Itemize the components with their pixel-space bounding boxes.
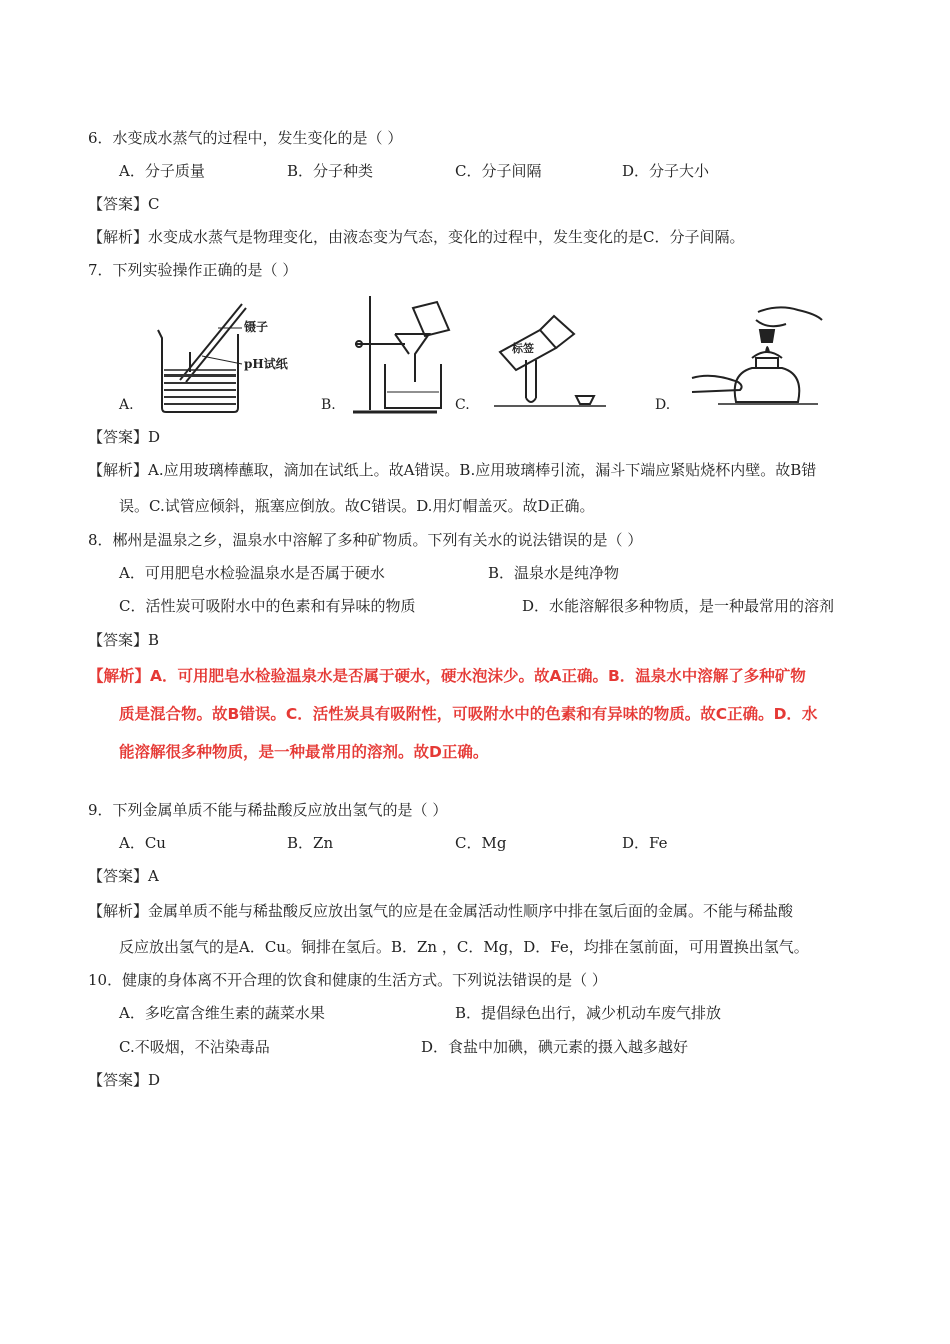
q8-analysis-line-2: 质是混合物。故B错误。C．活性炭具有吸附性，可吸附水中的色素和有异味的物质。故C正确。D．水 bbox=[119, 705, 818, 723]
q6-stem: 6．水变成水蒸气的过程中，发生变化的是（ ） bbox=[88, 129, 403, 147]
q8-option-a: A．可用肥皂水检验温泉水是否属于硬水 bbox=[119, 564, 385, 582]
q7-figure-a-tweezers-label: 镊子 bbox=[244, 320, 269, 334]
q7-figure-c-label-text: 标签 bbox=[512, 342, 534, 355]
q8-analysis-line-1: 【解析】A．可用肥皂水检验温泉水是否属于硬水，硬水泡沫少。故A正确。B．温泉水中溶解了多种矿物 bbox=[88, 667, 806, 685]
q6-analysis: 【解析】水变成水蒸气是物理变化，由液态变为气态，变化的过程中，发生变化的是C．分子间隔。 bbox=[88, 228, 745, 246]
q7-analysis-line-2: 误。C.试管应倾斜，瓶塞应倒放。故C错误。D.用灯帽盖灭。故D正确。 bbox=[119, 497, 595, 515]
q9-option-d: D．Fe bbox=[622, 834, 668, 852]
q8-analysis-line-3: 能溶解很多种物质，是一种最常用的溶剂。故D正确。 bbox=[119, 743, 489, 761]
q9-option-a: A．Cu bbox=[119, 834, 166, 852]
q10-option-a: A．多吃富含维生素的蔬菜水果 bbox=[119, 1004, 325, 1022]
q8-option-c: C．活性炭可吸附水中的色素和有异味的物质 bbox=[119, 597, 416, 615]
q6-option-d: D．分子大小 bbox=[622, 162, 710, 180]
q6-option-c: C．分子间隔 bbox=[455, 162, 542, 180]
q7-stem: 7．下列实验操作正确的是（ ） bbox=[88, 261, 298, 279]
q9-option-c: C．Mg bbox=[455, 834, 507, 852]
q7-figure-a-label: A. bbox=[119, 397, 134, 413]
q10-answer: 【答案】D bbox=[88, 1071, 161, 1089]
q8-answer: 【答案】B bbox=[88, 631, 160, 649]
q10-option-b: B．提倡绿色出行，减少机动车废气排放 bbox=[455, 1004, 722, 1022]
q7-figure-b-image bbox=[345, 292, 455, 417]
q10-option-d: D．食盐中加碘，碘元素的摄入越多越好 bbox=[421, 1038, 689, 1056]
q7-figure-d-image bbox=[688, 302, 828, 414]
q6-option-b: B．分子种类 bbox=[287, 162, 374, 180]
q7-figure-c-image bbox=[490, 308, 610, 413]
q6-option-a: A．分子质量 bbox=[119, 162, 205, 180]
q7-figure-a-ph-paper-label: pH试纸 bbox=[244, 357, 288, 371]
q10-option-c: C.不吸烟，不沾染毒品 bbox=[119, 1038, 270, 1056]
q7-figure-d-label: D. bbox=[655, 397, 671, 413]
q6-answer: 【答案】C bbox=[88, 195, 160, 213]
q9-option-b: B．Zn bbox=[287, 834, 334, 852]
q7-figure-c-label: C. bbox=[455, 397, 470, 413]
q7-figure-b-label: B. bbox=[321, 397, 336, 413]
q7-answer: 【答案】D bbox=[88, 428, 161, 446]
q9-stem: 9．下列金属单质不能与稀盐酸反应放出氢气的是（ ） bbox=[88, 801, 448, 819]
q8-option-d: D．水能溶解很多种物质，是一种最常用的溶剂 bbox=[522, 597, 835, 615]
q10-stem: 10．健康的身体离不开合理的饮食和健康的生活方式。下列说法错误的是（ ） bbox=[88, 971, 607, 989]
q8-option-b: B．温泉水是纯净物 bbox=[488, 564, 620, 582]
q7-analysis-line-1: 【解析】A.应用玻璃棒蘸取，滴加在试纸上。故A错误。B.应用玻璃棒引流，漏斗下端应紧贴烧杯内壁。故B错 bbox=[88, 461, 817, 479]
q9-analysis-line-1: 【解析】金属单质不能与稀盐酸反应放出氢气的应是在金属活动性顺序中排在氢后面的金属。不能与稀盐酸 bbox=[88, 902, 794, 920]
q8-stem: 8．郴州是温泉之乡，温泉水中溶解了多种矿物质。下列有关水的说法错误的是（ ） bbox=[88, 531, 643, 549]
q9-analysis-line-2: 反应放出氢气的是A．Cu。铜排在氢后。B．Zn ，C．Mg，D．Fe，均排在氢前面，可用置换出氢气。 bbox=[119, 938, 809, 956]
q9-answer: 【答案】A bbox=[88, 867, 159, 885]
